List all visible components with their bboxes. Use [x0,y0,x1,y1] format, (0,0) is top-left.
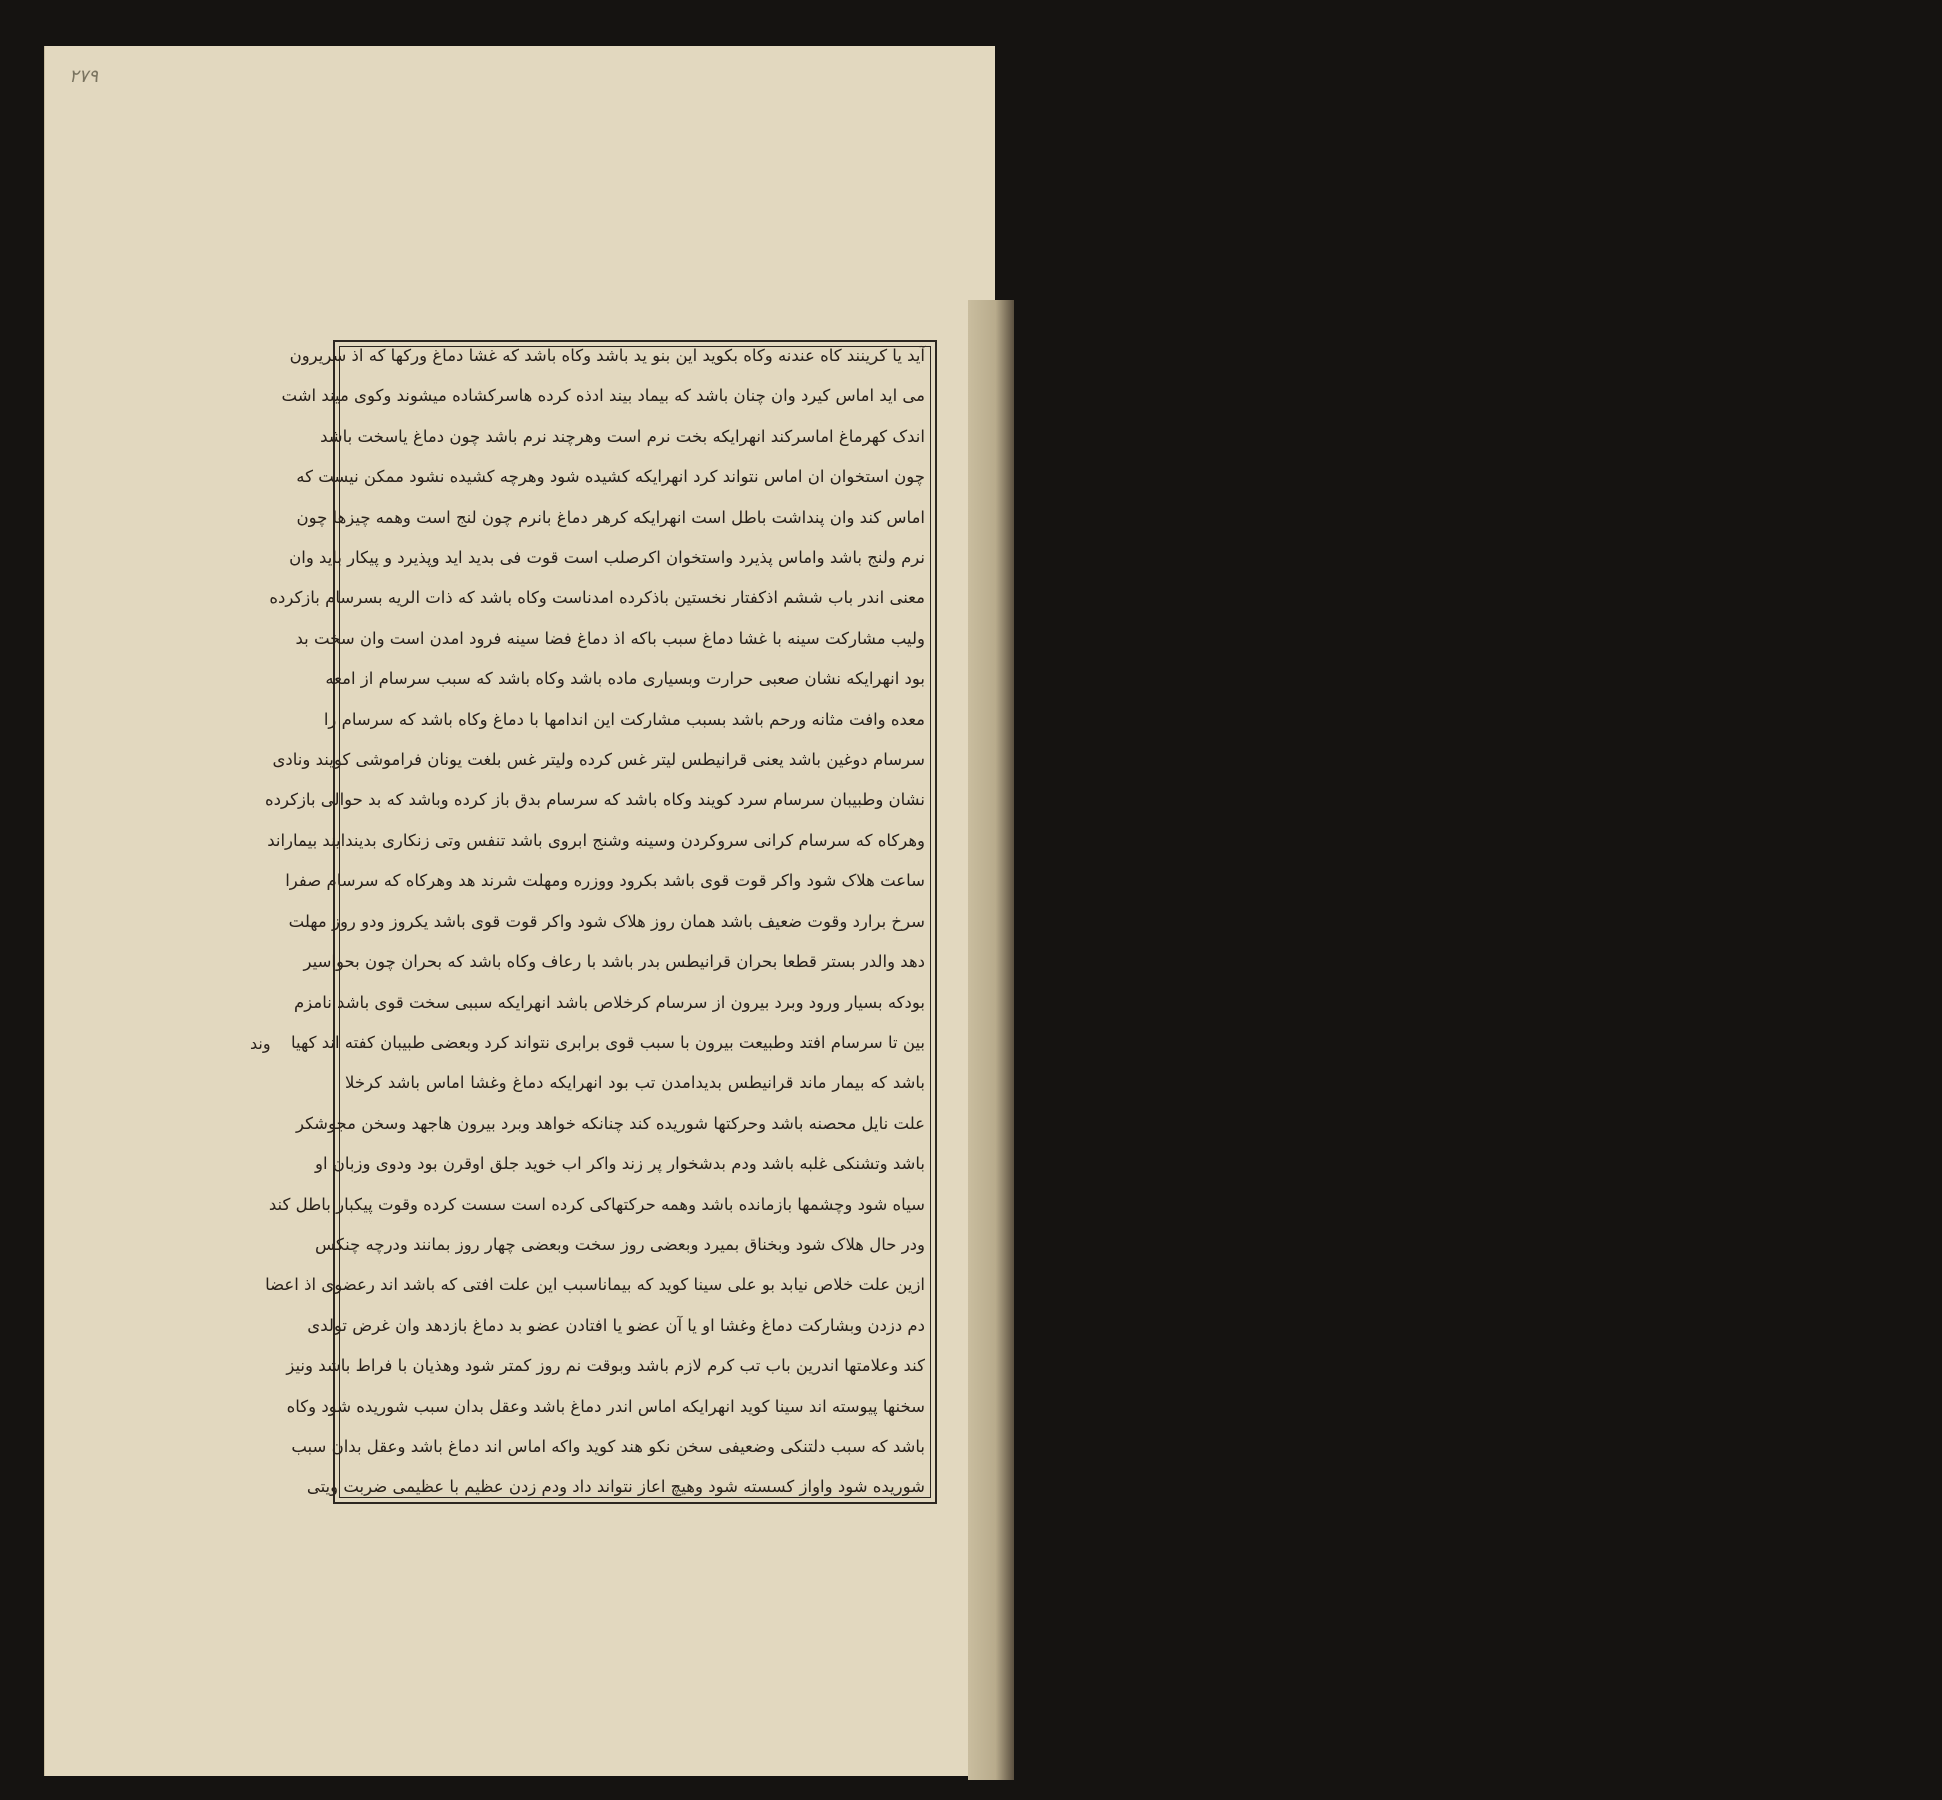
text-line: ودر حال هلاک شود وبخناق بمیرد وبعضی روز سخت وبعضی چهار روز بمانند ودرچه چنکس [314,1234,925,1254]
text-line: سیاه شود وچشمها بازمانده باشد وهمه حرکتهاکی کرده است سست کرده وقوت پیکبار باطل کند [268,1194,925,1214]
text-line: شوریده شود واواز کسسته شود وهیچ اعاز نتواند داد ودم زدن عظیم با عظیمی ضربت ویتی [306,1477,925,1497]
text-line: بین تا سرسام افتد وطبیعت بیرون با سبب قوی برابری نتواند کرد وبعضی طبیبان کفته اند کهیا [291,1032,925,1052]
text-line: سخنها پیوسته اند سینا کوید انهرایکه اماس اندر دماغ باشد وعقل بدان سبب شوریده شود وکاه [286,1396,925,1416]
text-line: اماس کند وان پنداشت باطل است انهرایکه کرهر دماغ بانرم چون لنج است وهمه چیزها چون [296,507,925,527]
text-line: باشد که بیمار ماند قرانیطس بدیدامدن تب بود انهرایکه دماغ وغشا اماس باشد کرخلا [345,1073,925,1093]
text-line: نشان وطبیبان سرسام سرد کویند وکاه باشد که سرسام بدق باز کرده وباشد که بد حوالی بازکرده [265,790,925,810]
text-line: نرم ولنج باشد واماس پذیرد واستخوان اکرصلب است قوت فی بدید اید وپذیرد و پیکار باید وان [289,548,925,568]
text-line: دهد والدر بستر قطعا بحران قرانیطس بدر باشد با رعاف وکاه باشد که بحران چون بحواسیر [303,952,925,972]
text-line: باشد وتشنکی غلبه باشد ودم بدشخوار پر زند واکر اب خوید جلق اوقرن بود ودوی وزبان او [314,1154,925,1174]
folio-number: ۲۷۹ [69,66,99,87]
text-line: ولیب مشارکت سینه با غشا دماغ سبب باکه اذ دماغ فضا سینه فرود امدن است وان سخت بد [295,628,925,648]
text-line: سرخ برارد وقوت ضعیف باشد همان روز هلاک شود واکر قوت قوی باشد یکروز ودو روز مهلت [288,911,925,931]
text-line: کند وعلامتها اندرین باب تب کرم لازم باشد وبوقت نم روز کمتر شود وهذیان با فراط باشد ونیز [286,1356,925,1376]
text-line: اندک کهرماغ اماسرکند انهرایکه بخت نرم است وهرچند نرم باشد چون دماغ یاسخت باشد [320,426,925,446]
text-line: می اید اماس کیرد وان چنان باشد که بیماد بیند ادذه کرده هاسرکشاده میشوند وکوی میند اشت [281,386,925,406]
text-line: بودکه بسیار ورود وبرد بیرون از سرسام کرخلاص باشد انهرایکه سببی سخت قوی باشد نامزم [294,992,925,1012]
marginal-note: وند [250,1034,271,1053]
text-line: ازین علت خلاص نیابد بو علی سینا کوید که بیماناسبب این علت افتی که باشد اند رعضوی اذ اعضا [265,1275,925,1295]
manuscript-page [44,46,995,1776]
text-line: معده وافت مثانه ورحم باشد بسبب مشارکت این اندامها با دماغ وکاه باشد که سرسام را [323,709,925,729]
text-line: باشد که سبب دلتنکی وضعیفی سخن نکو هند کوید واکه اماس اند دماغ باشد وعقل بدان سبب [291,1436,925,1456]
text-line: بود انهرایکه نشان صعبی حرارت وبسیاری ماده باشد وکاه باشد که سبب سرسام از امعه [325,669,925,689]
text-block [265,346,925,1497]
text-line: ساعت هلاک شود واکر قوت قوی باشد بکرود ووزره ومهلت شرند هد وهرکاه که سرسام صفرا [285,871,925,891]
text-line: چون استخوان ان اماس نتواند کرد انهرایکه کشیده شود وهرچه کشیده نشود ممکن نیست که [296,467,925,487]
text-frame [265,340,937,1504]
next-page-edge [968,300,1014,1780]
text-line: دم دزدن وبشارکت دماغ وغشا او یا آن عضو یا افتادن عضو بد دماغ بازدهد وان غرض تولدی [307,1315,925,1335]
text-line: علت نایل محصنه باشد وحرکتها شوریده کند چنانکه خواهد وبرد بیرون هاجهد وسخن مجوشکر [295,1113,925,1133]
text-line: معنی اندر باب ششم اذکفتار نخستین باذکرده امدناست وکاه باشد که ذات الریه بسرسام بازکرده [269,588,925,608]
text-line: سرسام دوغین باشد یعنی قرانیطس لیتر غس کرده ولیتر غس بلغت یونان فراموشی کویند ونادی [272,750,925,770]
text-line: وهرکاه که سرسام کرانی سروکردن وسینه وشنج ابروی باشد تنفس وتی زنکاری بدیندایند بیماراند [267,830,925,850]
text-line: آید یا کرینند کاه عندنه وکاه بکوید این بنو ید باشد وکاه باشد که غشا دماغ ورکها که اذ سریرون [289,346,925,365]
